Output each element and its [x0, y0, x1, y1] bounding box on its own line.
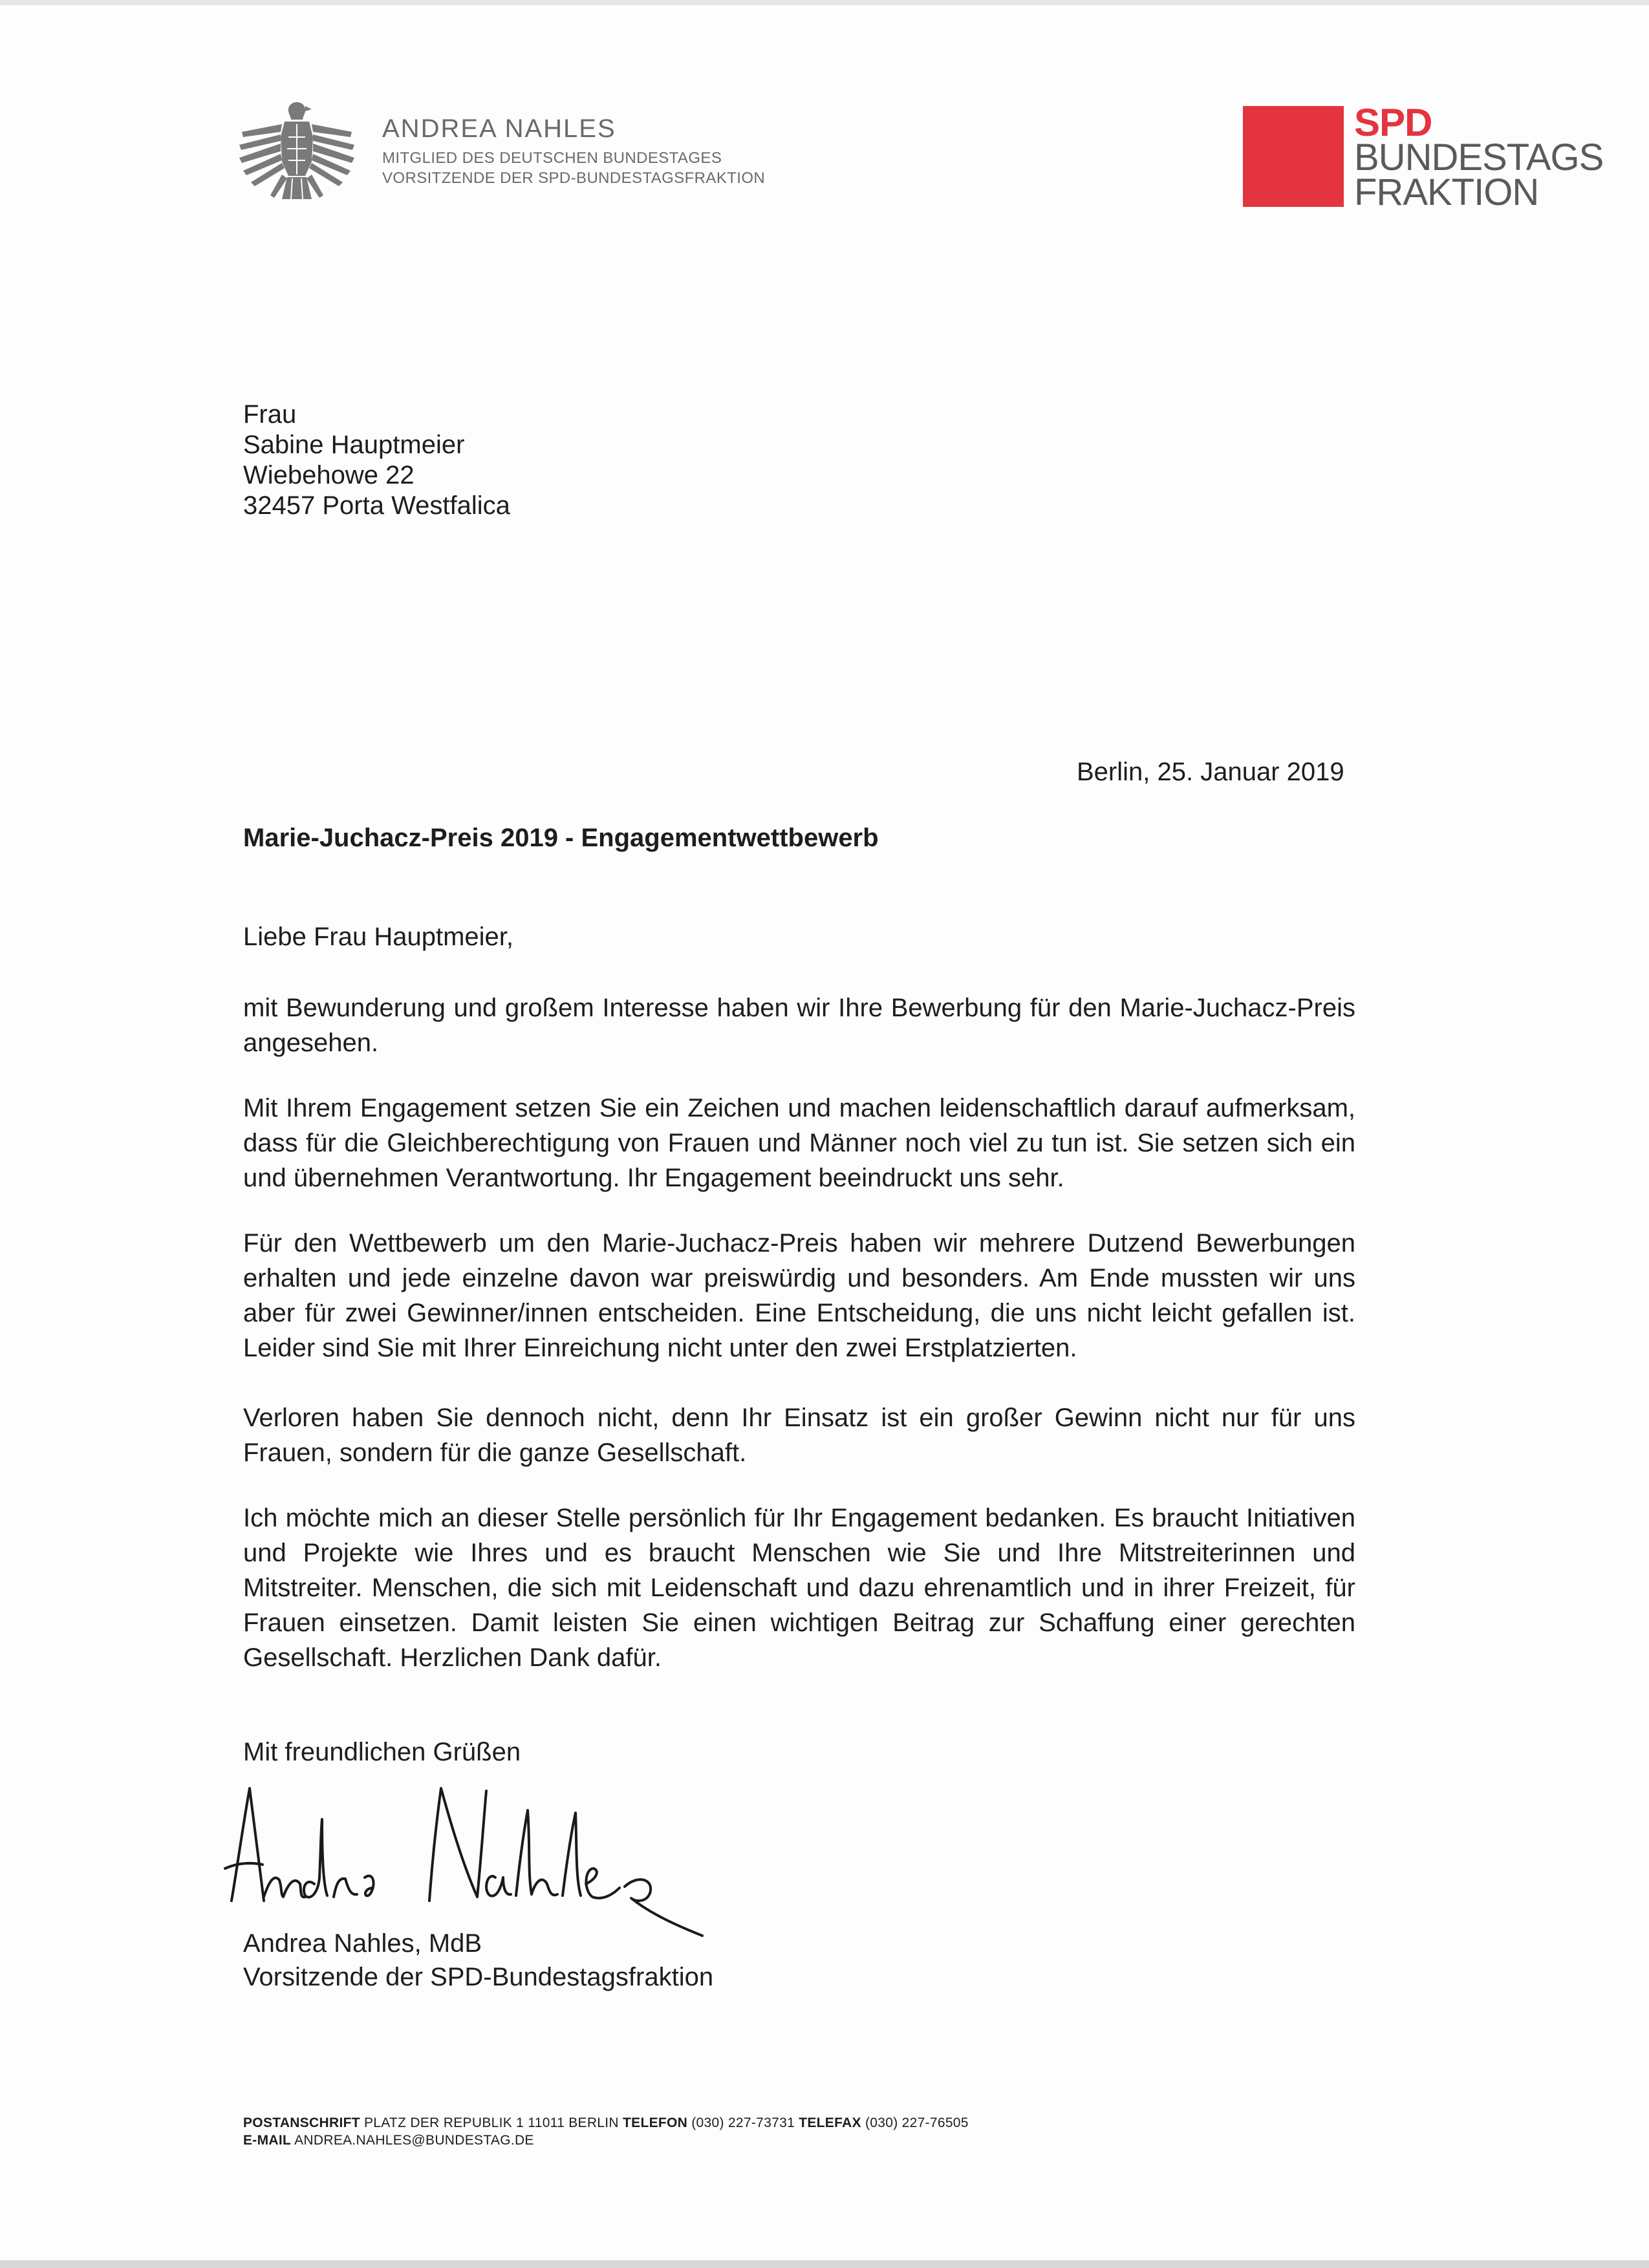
- footer-tel-label: TELEFON: [623, 2115, 688, 2130]
- body-paragraph-4: Verloren haben Sie dennoch nicht, denn Ihr Einsatz ist ein großer Gewinn nicht nur für uns Frauen, sondern für die ganze Gesellschaft.: [243, 1404, 1355, 1467]
- footer-email-line: [243, 2133, 534, 2148]
- body-paragraph-2: Mit Ihrem Engagement setzen Sie ein Zeichen und machen leidenschaftlich darauf aufmerksam, dass für die Gleichberechtigung von Frauen und Männer noch viel zu tun ist. Sie setzen sich ein und übernehmen Verantwortung. Ihr Engagement beeindruckt uns sehr.: [243, 1094, 1355, 1192]
- letterhead-name: ANDREA NAHLES: [382, 114, 616, 143]
- bundesadler-eagle-icon: [237, 98, 357, 209]
- body-paragraph-1: mit Bewunderung und großem Interesse haben wir Ihre Bewerbung für den Marie-Juchacz-Preis angesehen.: [243, 994, 1355, 1057]
- spd-logo-word: SPD: [1354, 101, 1432, 144]
- spd-logo-square: [1243, 106, 1344, 207]
- recipient-city: 32457 Porta Westfalica: [243, 491, 510, 520]
- footer-post-address: PLATZ DER REPUBLIK 1 11011 BERLIN: [363, 2115, 619, 2130]
- recipient-salutation-line: Frau: [243, 400, 297, 429]
- letter-subject: Marie-Juchacz-Preis 2019 - Engagementwettbewerb: [243, 824, 879, 852]
- recipient-name: Sabine Hauptmeier: [243, 431, 465, 459]
- footer-post-label: POSTANSCHRIFT: [243, 2115, 360, 2130]
- letter-closing: Mit freundlichen Grüßen: [243, 1738, 521, 1766]
- footer-email-address: ANDREA.NAHLES@BUNDESTAG.DE: [294, 2133, 534, 2148]
- signer-title: Vorsitzende der SPD-Bundestagsfraktion: [243, 1963, 714, 1991]
- spd-logo-line-2: BUNDESTAGS: [1354, 136, 1604, 178]
- body-paragraph-5: Ich möchte mich an dieser Stelle persönlich für Ihr Engagement bedanken. Es braucht Initiativen und Projekte wie Ihres und es braucht Menschen wie Sie und Ihre Mitstreiterinnen und Mitstreiter. Menschen, die sich mit Leidenschaft und dazu ehrenamtlich und in ihrer Freizeit, für Frauen einsetzen. Damit leisten Sie einen wichtigen Beitrag zur Schaffung einer gerechten Gesellschaft. Herzlichen Dank dafür.: [243, 1504, 1355, 1672]
- letter-date: Berlin, 25. Januar 2019: [1077, 758, 1344, 786]
- footer-contact-line: [243, 2115, 969, 2131]
- letter-salutation: Liebe Frau Hauptmeier,: [243, 923, 514, 951]
- signer-name: Andrea Nahles, MdB: [243, 1929, 482, 1958]
- spd-logo-line-3: FRAKTION: [1354, 171, 1539, 213]
- scan-edge-top: [0, 0, 1649, 5]
- body-paragraph-3: Für den Wettbewerb um den Marie-Juchacz-Preis haben wir mehrere Dutzend Bewerbungen erhalten und jede einzelne davon war preiswürdig und besonders. Am Ende mussten wir uns aber für zwei Gewinner/innen entscheiden. Eine Entscheidung, die uns nicht leicht gefallen ist. Leider sind Sie mit Ihrer Einreichung nicht unter den zwei Erstplatzierten.: [243, 1229, 1355, 1362]
- footer-tel-number: (030) 227-73731: [691, 2115, 795, 2130]
- handwritten-signature: [224, 1774, 728, 1946]
- letterhead-role-2: VORSITZENDE DER SPD-BUNDESTAGSFRAKTION: [382, 169, 766, 187]
- footer-email-label: E-MAIL: [243, 2133, 292, 2148]
- footer-fax-label: TELEFAX: [799, 2115, 861, 2130]
- scan-edge-bottom: [0, 2260, 1649, 2268]
- recipient-street: Wiebehowe 22: [243, 461, 415, 489]
- footer-fax-number: (030) 227-76505: [865, 2115, 969, 2130]
- letterhead-role-1: MITGLIED DES DEUTSCHEN BUNDESTAGES: [382, 149, 722, 167]
